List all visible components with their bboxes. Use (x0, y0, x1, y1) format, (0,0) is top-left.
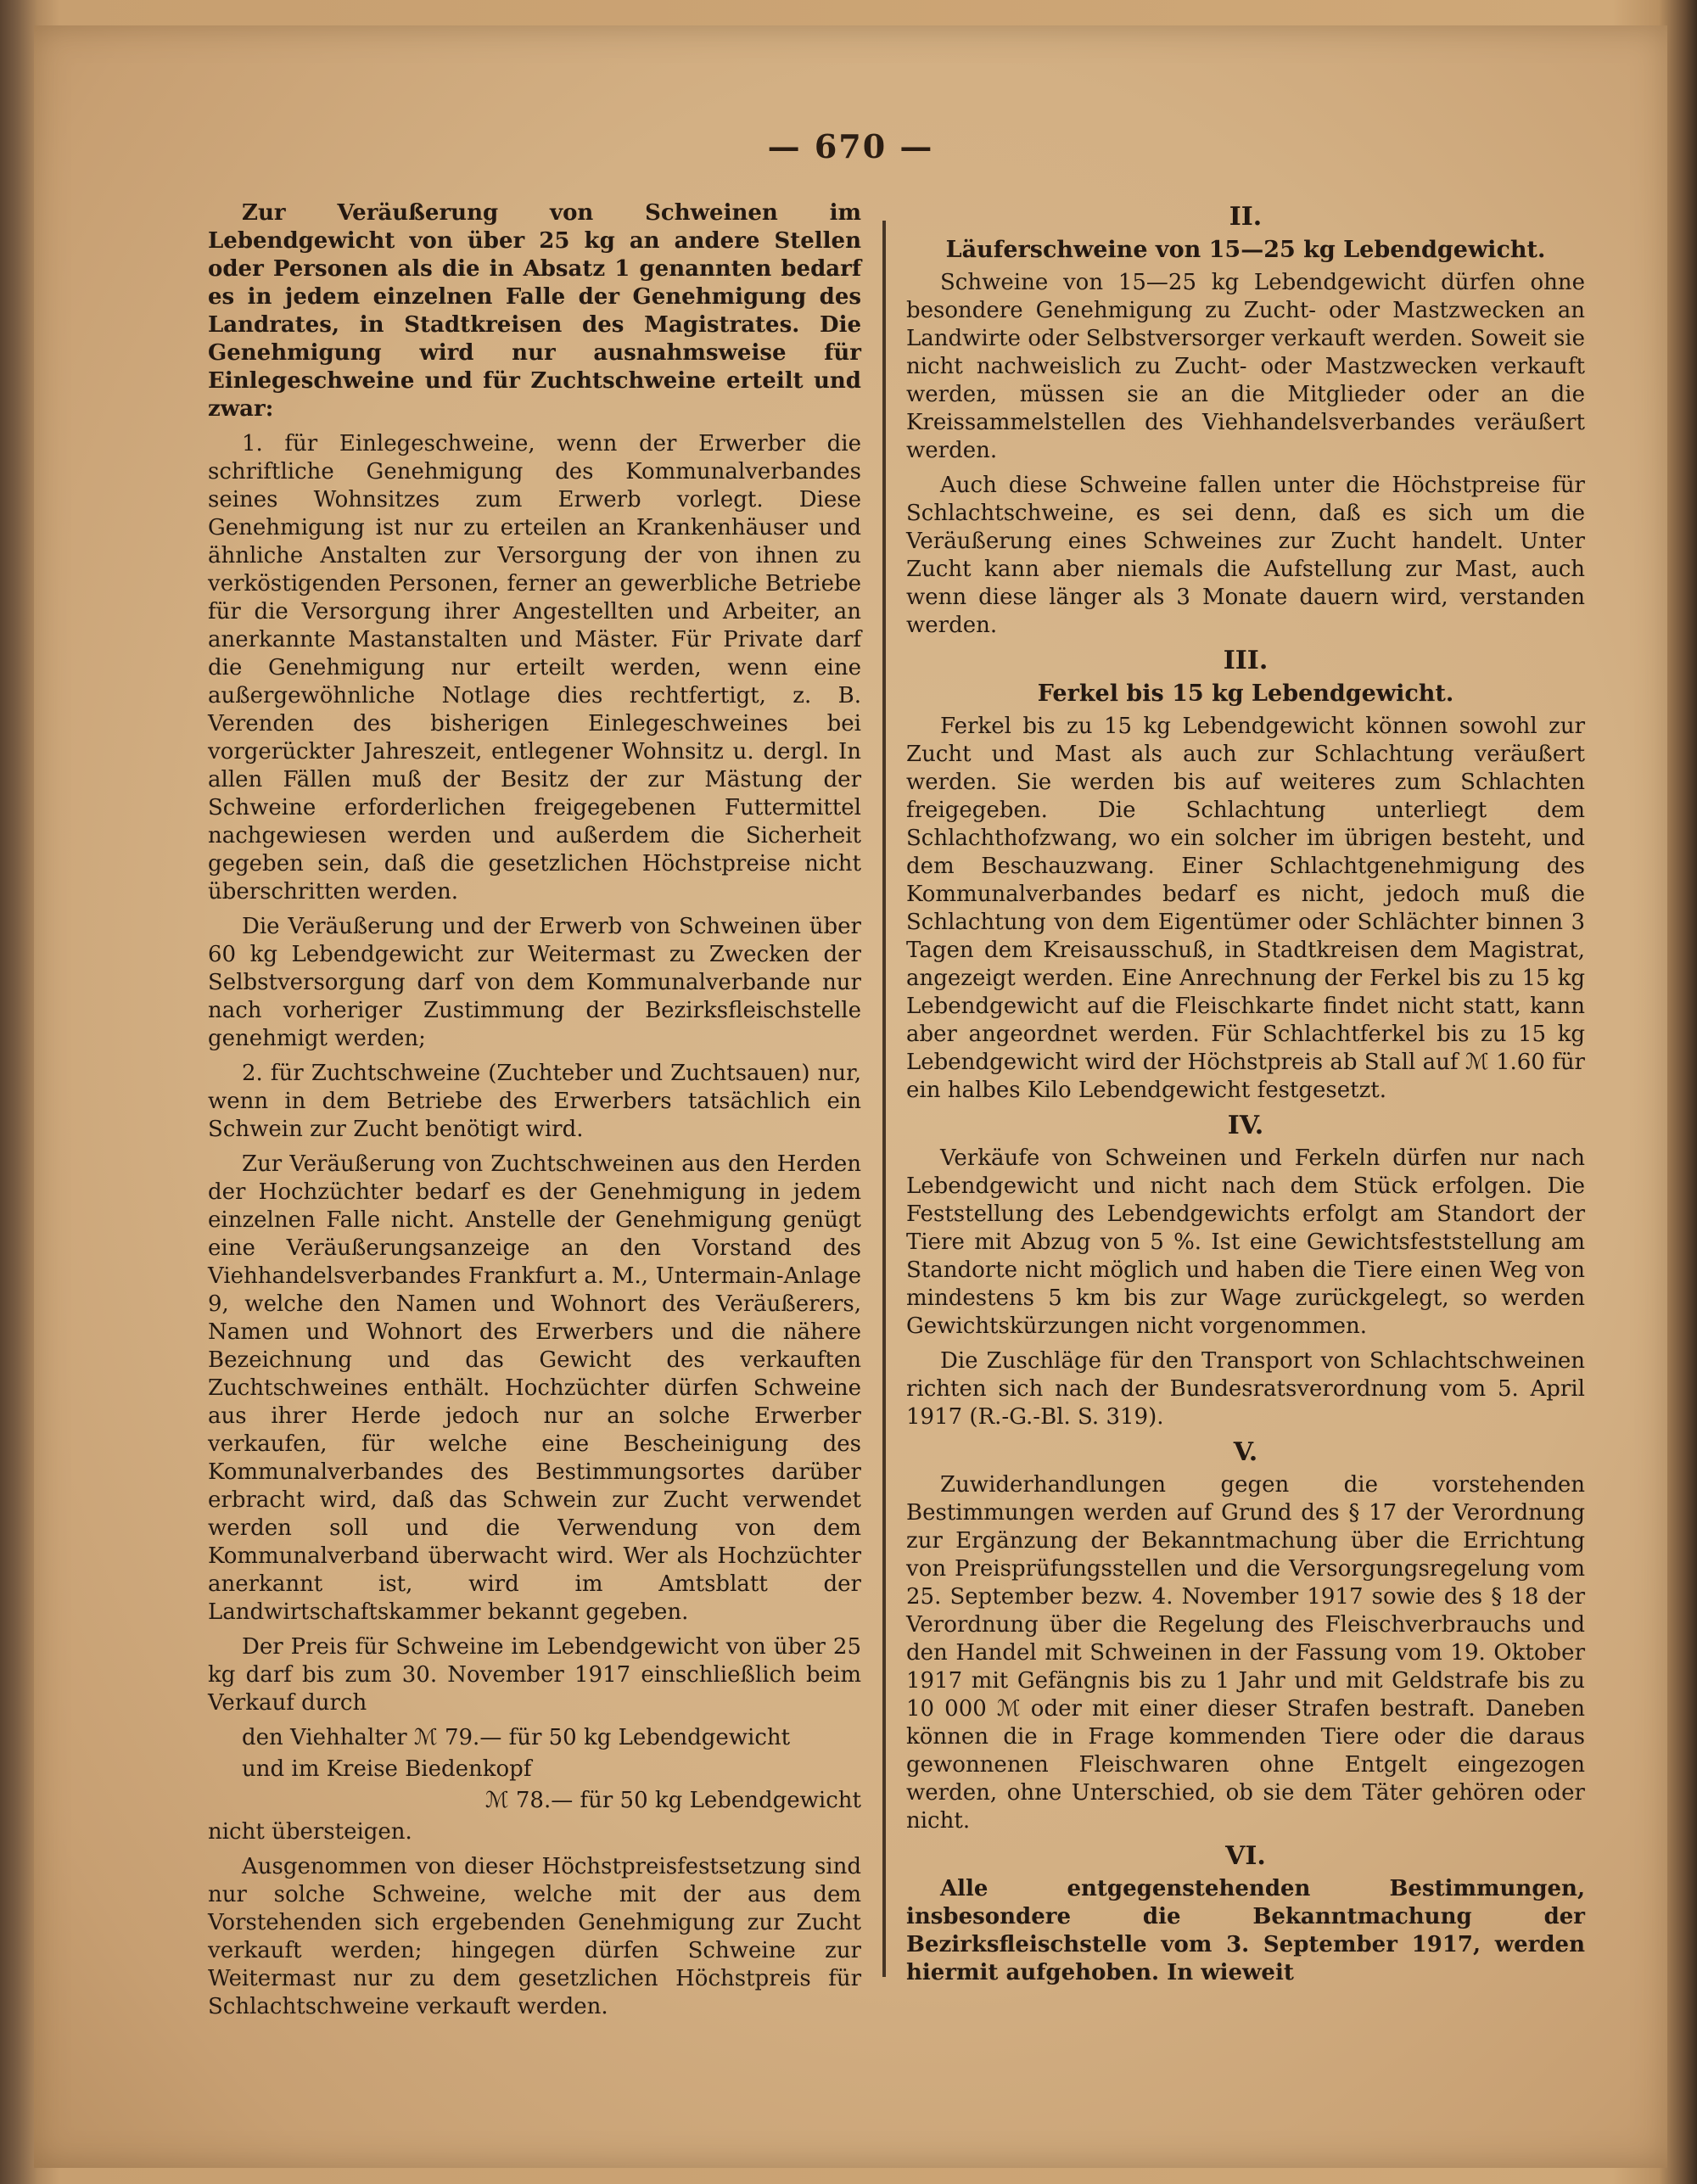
section-iv-paragraph-2: Die Zuschläge für den Transport von Schlachtschweinen richten sich nach der Bundesratsverordnung vom 5. April 1917 (R.-G.-Bl. S. 319). (906, 1348, 1585, 1430)
intro-paragraph: Zur Veräußerung von Schweinen im Lebendgewicht von über 25 kg an andere Stellen oder Personen als die in Absatz 1 genannten bedarf es in jedem einzelnen Falle der Genehmigung des Landrates, in Stadtkreisen des Magistrates. Die Genehmigung wird nur ausnahmsweise für Einlegeschweine und für Zuchtschweine erteilt und zwar: (208, 200, 861, 422)
section-heading-laeuferschweine: Läuferschweine von 15—25 kg Lebendgewicht. (945, 237, 1546, 263)
page-number: — 670 — (767, 127, 934, 165)
paragraph-hochzuechter: Zur Veräußerung von Zuchtschweinen aus den Herden der Hochzüchter bedarf es der Genehmigung in jedem einzelnen Falle nicht. Anstelle der Genehmigung genügt eine Veräußerungsanzeige an den Vorstand des Viehhandelsverbandes Frankfurt a. M., Untermain-Anlage 9, welche den Namen und Wohnort des Veräußerers, Namen und Wohnort des Erwerbers und die nähere Bezeichnung und das Gewicht des verkauften Zuchtschweines enthält. Hochzüchter dürfen Schweine aus ihrer Herde jedoch nur an solche Erwerber verkaufen, für welche eine Bescheinigung des Kommunalverbandes des Bestimmungsortes darüber erbracht wird, daß das Schwein zur Zucht verwendet werden soll und die Verwendung von dem Kommunalverband überwacht wird. Wer als Hochzüchter anerkannt ist, wird im Amtsblatt der Landwirtschaftskammer bekannt gegeben. (208, 1151, 861, 1625)
item-zuchtschweine: 2. für Zuchtschweine (Zuchteber und Zuchtsauen) nur, wenn in dem Betriebe des Erwerbers tatsächlich ein Schwein zur Zucht benötigt wird. (208, 1061, 861, 1142)
paragraph-price-intro: Der Preis für Schweine im Lebendgewicht von über 25 kg darf bis zum 30. November 1917 einschließlich beim Verkauf durch (208, 1634, 861, 1716)
section-v-paragraph-1: Zuwiderhandlungen gegen die vorstehenden Bestimmungen werden auf Grund des § 17 der Verordnung zur Ergänzung der Bekanntmachung über die Errichtung von Preisprüfungsstellen und die Versorgungsregelung vom 25. September bezw. 4. November 1917 sowie des § 18 der Verordnung über die Regelung des Fleischverbrauchs und den Handel mit Schweinen in der Fassung vom 19. Oktober 1917 mit Gefängnis bis zu 1 Jahr und mit Geldstrafe bis zu 10 000 ℳ oder mit einer dieser Strafen bestraft. Daneben können die in Frage kommenden Tiere oder die daraus gewonnenen Fleischwaren ohne Entgelt eingezogen werden, ohne Unterschied, ob sie dem Täter gehören oder nicht. (906, 1472, 1585, 1834)
section-ii-paragraph-2: Auch diese Schweine fallen unter die Höchstpreise für Schlachtschweine, es sei denn, daß es sich um die Veräußerung eines Schweines zur Zucht handelt. Unter Zucht kann aber niemals die Aufstellung zur Mast, auch wenn diese länger als 3 Monate dauern wird, verstanden werden. (906, 473, 1585, 638)
left-column (208, 199, 861, 2028)
section-vi-paragraph-1: Alle entgegenstehenden Bestimmungen, insbesondere die Bekanntmachung der Bezirksfleischstelle vom 3. September 1917, werden hiermit aufgehoben. In wieweit (906, 1876, 1585, 1985)
section-iii-paragraph-1: Ferkel bis zu 15 kg Lebendgewicht können sowohl zur Zucht und Mast als auch zur Schlachtung veräußert werden. Sie werden bis auf weiteres zum Schlachten freigegeben. Die Schlachtung unterliegt dem Schlachthofzwang, wo ein solcher im übrigen besteht, und dem Beschauzwang. Einer Schlachtgenehmigung des Kommunalverbandes bedarf es nicht, jedoch muß die Schlachtung von dem Eigentümer oder Schlächter binnen 3 Tagen dem Kreisausschuß, in Stadtkreisen dem Magistrat, angezeigt werden. Eine Anrechnung der Ferkel bis zu 15 kg Lebendgewicht auf die Fleischkarte findet nicht statt, kann aber angeordnet werden. Für Schlachtferkel bis zu 15 kg Lebendgewicht wird der Höchstpreis ab Stall auf ℳ 1.60 für ein halbes Kilo Lebendgewicht festgesetzt. (906, 714, 1585, 1103)
price-line-end: nicht übersteigen. (208, 1819, 412, 1845)
section-heading-ferkel: Ferkel bis 15 kg Lebendgewicht. (1037, 680, 1454, 707)
item-einlegeschweine: 1. für Einlegeschweine, wenn der Erwerber die schriftliche Genehmigung des Kommunalverbandes seines Wohnsitzes zum Erwerb vorlegt. Diese Genehmigung ist nur zu erteilen an Krankenhäuser und ähnliche Anstalten zur Versorgung der von ihnen zu verköstigenden Personen, ferner an gewerbliche Betriebe für die Versorgung ihrer Angestellten und Arbeiter, an anerkannte Mastanstalten und Mäster. Für Private darf die Genehmigung nur erteilt werden, wenn eine außergewöhnliche Notlage dies rechtfertigt, z. B. Verenden des bisherigen Einlegeschweines bei vorgerückter Jahreszeit, entlegener Wohnsitz u. dergl. In allen Fällen muß der Besitz der zur Mästung der Schweine erforderlichen freigegebenen Futtermittel nachgewiesen werden und außerdem die Sicherheit gegeben sein, daß die gesetzlichen Höchstpreise nicht überschritten werden. (208, 431, 861, 904)
document-page (34, 25, 1667, 2168)
section-numeral-v: V. (1233, 1437, 1258, 1467)
section-ii-paragraph-1: Schweine von 15—25 kg Lebendgewicht dürfen ohne besondere Genehmigung zu Zucht- oder Mastzwecken an Landwirte oder Selbstversorger verkauft werden. Soweit sie nicht nachweislich zu Zucht- oder Mastzwecken verkauft werden, müssen sie an die Mitglieder oder an die Kreissammelstellen des Viehhandelsverbandes veräußert werden. (906, 270, 1585, 463)
section-numeral-vi: VI. (1225, 1841, 1266, 1871)
paragraph-ausgenommen: Ausgenommen von dieser Höchstpreisfestsetzung sind nur solche Schweine, welche mit der aus dem Vorstehenden sich ergebenden Genehmigung zur Zucht verkauft werden; hingegen dürfen Schweine zur Weitermast nur zu dem gesetzlichen Höchstpreis für Schlachtschweine verkauft werden. (208, 1854, 861, 2019)
section-iv-paragraph-1: Verkäufe von Schweinen und Ferkeln dürfen nur nach Lebendgewicht und nicht nach dem Stück erfolgen. Die Feststellung des Lebendgewichts erfolgt am Standort der Tiere mit Abzug von 5 %. Ist eine Gewichtsfeststellung am Standorte nicht möglich und haben die Tiere einen Weg von mindestens 5 km bis zur Wage zurückgelegt, so werden Gewichtskürzungen nicht vorgenommen. (906, 1145, 1585, 1339)
paragraph-weitermast: Die Veräußerung und der Erwerb von Schweinen über 60 kg Lebendgewicht zur Weitermast zu Zwecken der Selbstversorgung darf von dem Kommunalverbande nur nach vorheriger Zustimmung der Bezirksfleischstelle genehmigt werden; (208, 914, 861, 1051)
price-line-viehhalter: den Viehhalter ℳ 79.— für 50 kg Lebendgewicht (242, 1725, 791, 1750)
price-line-biedenkopf-amount: ℳ 78.— für 50 kg Lebendgewicht (484, 1788, 861, 1813)
section-numeral-iii: III. (1223, 646, 1269, 675)
column-divider (882, 221, 886, 1977)
right-column (906, 199, 1585, 1994)
section-numeral-iv: IV. (1227, 1111, 1264, 1140)
price-line-biedenkopf: und im Kreise Biedenkopf (242, 1756, 532, 1782)
section-numeral-ii: II. (1229, 202, 1263, 232)
